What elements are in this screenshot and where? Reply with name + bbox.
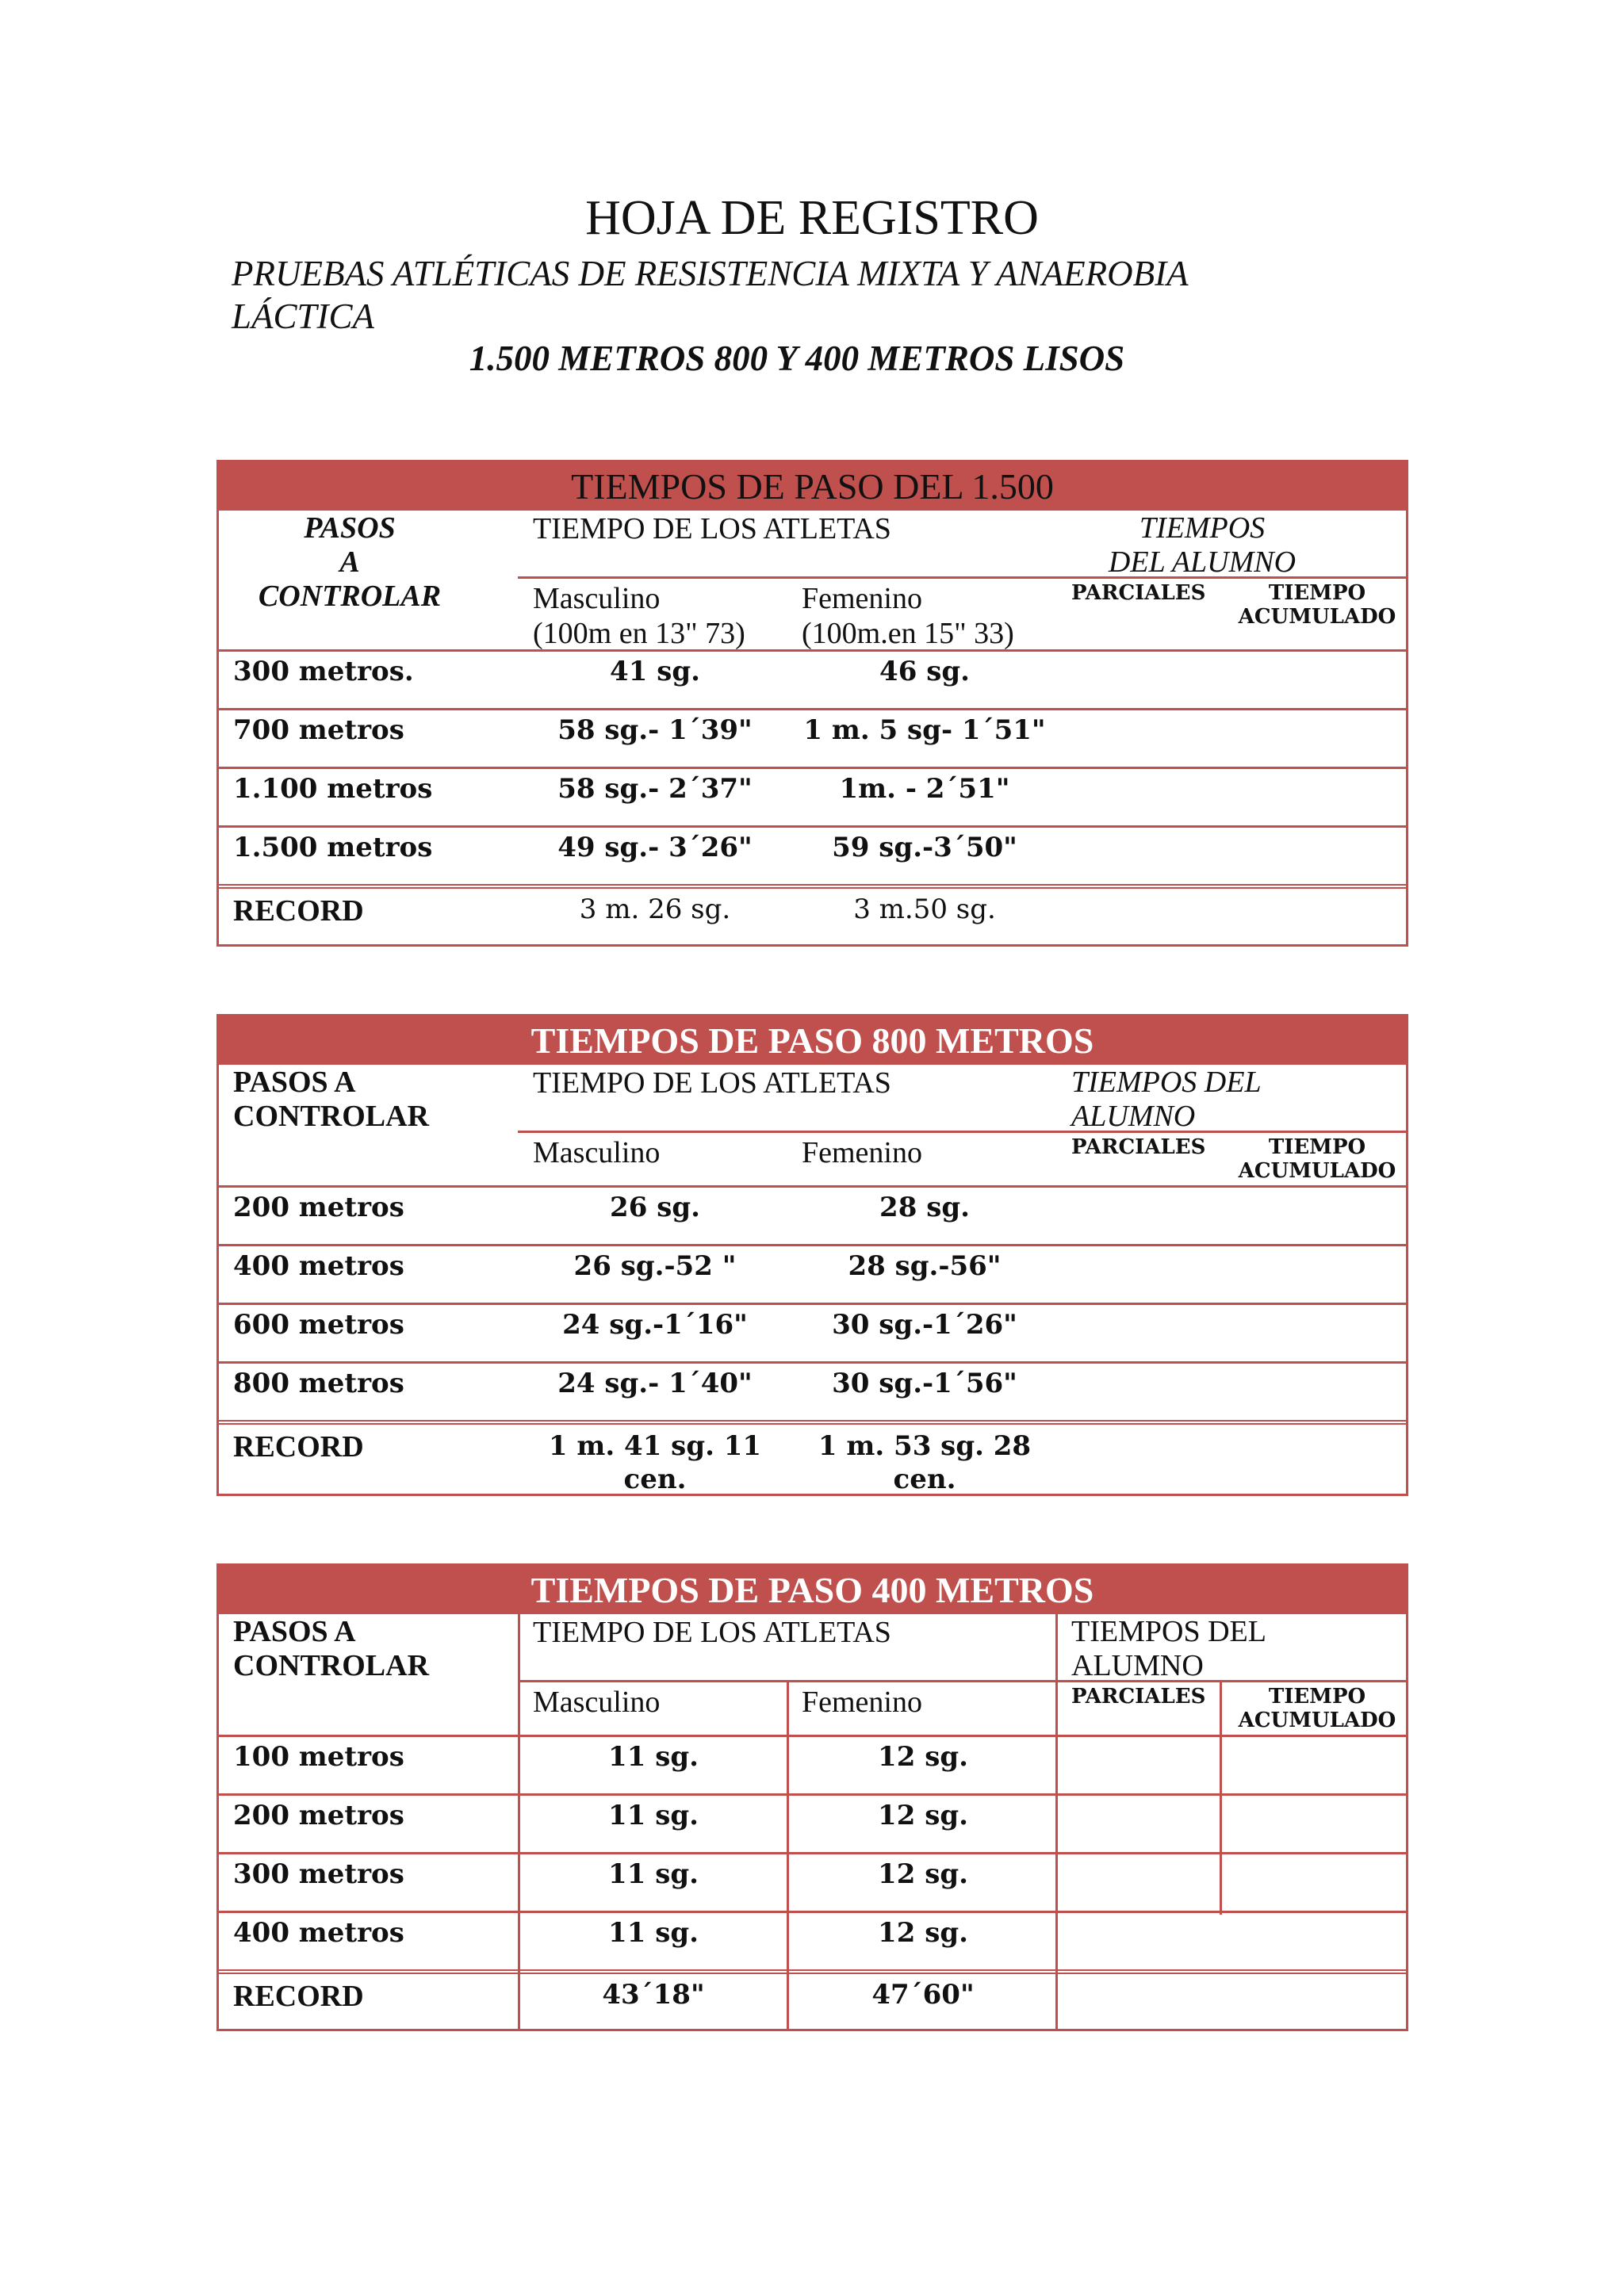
record-femenino: 47´60" xyxy=(871,1979,975,2011)
tiempos-alumno-header: TIEMPOS DEL ALUMNO xyxy=(1071,1615,1266,1682)
record-masculino: 3 m. 26 sg. xyxy=(579,894,731,925)
pasos-header: PASOS A CONTROLAR xyxy=(233,1615,430,1682)
row-label: 400 metros xyxy=(233,1917,404,1949)
row-femenino: 12 sg. xyxy=(878,1800,968,1831)
row-label: 600 metros xyxy=(233,1309,404,1341)
row-femenino: 1m. - 2´51" xyxy=(839,773,1010,805)
row-label: 300 metros xyxy=(233,1858,404,1890)
row-label: 300 metros. xyxy=(233,656,414,687)
row-masculino: 58 sg.- 2´37" xyxy=(557,773,753,805)
row-masculino: 11 sg. xyxy=(608,1800,699,1831)
row-label: 1.500 metros xyxy=(233,832,433,863)
page-title: HOJA DE REGISTRO xyxy=(585,191,1039,245)
table-800 xyxy=(216,1014,1408,1496)
table-banner: TIEMPOS DE PASO 400 METROS xyxy=(219,1566,1406,1612)
row-femenino: 28 sg. xyxy=(879,1192,970,1223)
pasos-header: PASOS A CONTROLAR xyxy=(233,1066,430,1133)
subtitle-line-1: PRUEBAS ATLÉTICAS DE RESISTENCIA MIXTA Y ANAEROBIA xyxy=(232,254,1189,293)
row-label: 400 metros xyxy=(233,1250,404,1282)
tiempo-atletas-header: TIEMPO DE LOS ATLETAS xyxy=(533,1616,891,1649)
masculino-header: Masculino (100m en 13" 73) xyxy=(533,582,745,650)
row-masculino: 58 sg.- 1´39" xyxy=(557,714,753,746)
tiempo-atletas-header: TIEMPO DE LOS ATLETAS xyxy=(533,512,891,545)
row-masculino: 26 sg. xyxy=(610,1192,700,1223)
row-femenino: 30 sg.-1´26" xyxy=(832,1309,1017,1341)
row-femenino: 59 sg.-3´50" xyxy=(832,832,1017,863)
row-masculino: 24 sg.-1´16" xyxy=(562,1309,748,1341)
subtitle-line-2: LÁCTICA xyxy=(232,297,375,336)
row-masculino: 11 sg. xyxy=(608,1917,699,1949)
row-masculino: 11 sg. xyxy=(608,1741,699,1773)
record-masculino: 43´18" xyxy=(602,1979,705,2011)
table-1500 xyxy=(216,460,1408,947)
table-banner: TIEMPOS DE PASO DEL 1.500 xyxy=(219,462,1406,508)
record-label: RECORD xyxy=(233,1430,364,1464)
femenino-header: Femenino xyxy=(802,1136,922,1169)
subtitle-events: 1.500 METROS 800 Y 400 METROS LISOS xyxy=(469,339,1125,378)
record-label: RECORD xyxy=(233,1980,364,2013)
row-masculino: 11 sg. xyxy=(608,1858,699,1890)
parciales-header: PARCIALES xyxy=(1071,1135,1206,1159)
row-masculino: 41 sg. xyxy=(610,656,700,687)
tiempos-alumno-header: TIEMPOS DEL ALUMNO xyxy=(1071,1066,1262,1133)
tiempos-alumno-header: TIEMPOS DEL ALUMNO xyxy=(1108,511,1297,579)
masculino-header: Masculino xyxy=(533,1686,661,1719)
record-femenino: 3 m.50 sg. xyxy=(853,894,996,925)
table-400 xyxy=(216,1563,1408,2031)
tiempo-acumulado-header: TIEMPO ACUMULADO xyxy=(1238,1685,1396,1732)
row-femenino: 46 sg. xyxy=(879,656,970,687)
tiempo-acumulado-header: TIEMPO ACUMULADO xyxy=(1238,1135,1396,1183)
parciales-header: PARCIALES xyxy=(1071,581,1206,605)
table-banner: TIEMPOS DE PASO 800 METROS xyxy=(219,1016,1406,1062)
femenino-header: Femenino xyxy=(802,1686,922,1719)
pasos-header: PASOS A CONTROLAR xyxy=(258,511,442,613)
row-femenino: 30 sg.-1´56" xyxy=(832,1368,1017,1399)
row-masculino: 24 sg.- 1´40" xyxy=(557,1368,753,1399)
row-label: 1.100 metros xyxy=(233,773,433,805)
parciales-header: PARCIALES xyxy=(1071,1685,1206,1709)
row-femenino: 12 sg. xyxy=(878,1917,968,1949)
row-label: 200 metros xyxy=(233,1800,404,1831)
row-femenino: 28 sg.-56" xyxy=(848,1250,1002,1282)
tiempo-acumulado-header: TIEMPO ACUMULADO xyxy=(1238,581,1396,629)
row-label: 200 metros xyxy=(233,1192,404,1223)
row-femenino: 1 m. 5 sg- 1´51" xyxy=(803,714,1046,746)
row-masculino: 49 sg.- 3´26" xyxy=(557,832,753,863)
row-femenino: 12 sg. xyxy=(878,1741,968,1773)
row-label: 700 metros xyxy=(233,714,404,746)
row-label: 100 metros xyxy=(233,1741,404,1773)
tiempo-atletas-header: TIEMPO DE LOS ATLETAS xyxy=(533,1066,891,1100)
record-femenino: 1 m. 53 sg. 28 cen. xyxy=(818,1430,1032,1495)
row-masculino: 26 sg.-52 " xyxy=(573,1250,737,1282)
masculino-header: Masculino xyxy=(533,1136,661,1169)
record-masculino: 1 m. 41 sg. 11 cen. xyxy=(548,1430,762,1495)
record-label: RECORD xyxy=(233,894,364,928)
row-femenino: 12 sg. xyxy=(878,1858,968,1890)
femenino-header: Femenino (100m.en 15" 33) xyxy=(802,582,1014,650)
row-label: 800 metros xyxy=(233,1368,404,1399)
subtitle xyxy=(232,252,1342,338)
